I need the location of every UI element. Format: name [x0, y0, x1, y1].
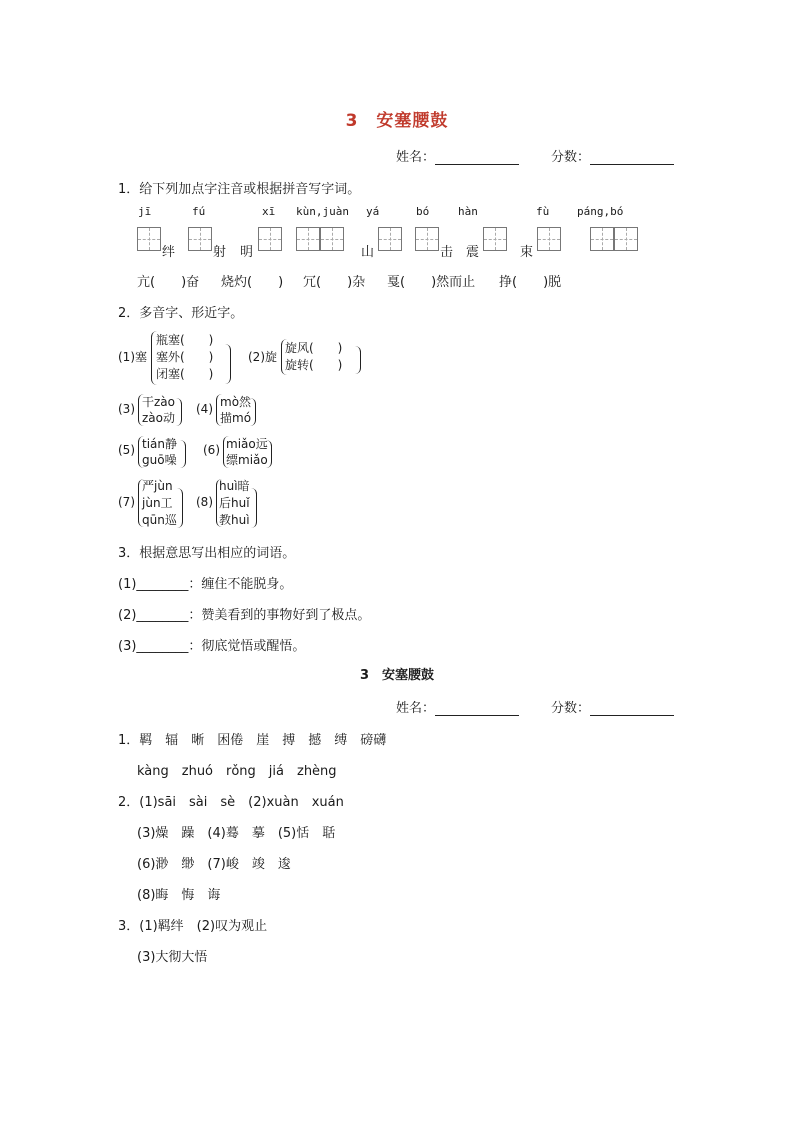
- write-box[interactable]: [614, 227, 638, 251]
- char-7: 束: [520, 245, 534, 260]
- pinyin-1: jī: [138, 205, 152, 218]
- question-2: 2．多音字、形近字。: [118, 306, 244, 321]
- fill-item-2: 烧灼( ): [221, 275, 284, 290]
- write-box[interactable]: [137, 227, 161, 251]
- group-1-label: (1)塞: [118, 350, 147, 364]
- group-8-item: 教huì: [219, 513, 250, 527]
- group-2-label: (2)旋: [248, 350, 277, 364]
- right-brace: [177, 488, 183, 528]
- char-2: 射: [213, 245, 227, 260]
- right-brace: [266, 440, 272, 468]
- group-8-item: 后huǐ: [219, 496, 250, 510]
- group-3-item: 干zào: [142, 395, 175, 409]
- write-box[interactable]: [415, 227, 439, 251]
- write-box[interactable]: [188, 227, 212, 251]
- answer-2: 2．(1)sāi sài sè (2)xuàn xuán: [118, 795, 344, 810]
- fill-item-4: 戛( )然而止: [387, 275, 476, 290]
- answer-title: 3 安塞腰鼓: [359, 668, 435, 683]
- right-brace: [355, 346, 361, 374]
- group-1-item: 瓶塞( ): [156, 333, 214, 347]
- fill-item-1: 亢( )奋: [137, 275, 200, 290]
- group-3-item: zào动: [142, 411, 175, 425]
- group-5-label: (5): [118, 443, 135, 457]
- char-6: 震: [466, 245, 480, 260]
- group-8-item: huì暗: [219, 479, 250, 493]
- answer-3-line2: (3)大彻大悟: [137, 950, 208, 965]
- pinyin-8: fù: [536, 205, 550, 218]
- write-box[interactable]: [483, 227, 507, 251]
- answer-3: 3．(1)羁绊 (2)叹为观止: [118, 919, 268, 934]
- score-label: 分数：: [551, 701, 591, 716]
- group-7-item: qūn巡: [142, 513, 177, 527]
- char-5: 击: [440, 245, 454, 260]
- write-box[interactable]: [296, 227, 320, 251]
- char-3: 明: [240, 245, 254, 260]
- score-label: 分数：: [551, 150, 591, 165]
- q3-item: (1)________：缠住不能脱身。: [118, 577, 293, 592]
- group-6-item: 缥miǎo: [226, 453, 268, 467]
- score-line: [590, 150, 674, 165]
- write-box[interactable]: [537, 227, 561, 251]
- answer-1: 1．羁 辐 晰 困倦 崖 搏 撼 缚 磅礴: [118, 733, 387, 748]
- group-6-item: miǎo远: [226, 437, 268, 451]
- group-4-label: (4): [196, 402, 213, 416]
- name-line: [435, 701, 519, 716]
- page-title: 3 安塞腰鼓: [345, 111, 449, 131]
- group-4-item: 描mó: [220, 411, 252, 425]
- question-1: 1．给下列加点字注音或根据拼音写字词。: [118, 182, 361, 197]
- pinyin-2: fú: [192, 205, 206, 218]
- answer-2-line3: (6)渺 缈 (7)峻 竣 逡: [137, 857, 291, 872]
- name-field: [396, 146, 519, 165]
- pinyin-5: yá: [366, 205, 380, 218]
- score-line: [590, 701, 674, 716]
- pinyin-6: bó: [416, 205, 430, 218]
- name-line: [435, 150, 519, 165]
- right-brace: [176, 398, 182, 426]
- right-brace: [250, 398, 256, 426]
- answer-score-field: [551, 697, 674, 716]
- group-7-item: jùn工: [142, 496, 173, 510]
- right-brace: [251, 488, 257, 528]
- write-box[interactable]: [590, 227, 614, 251]
- q3-item: (3)________：彻底觉悟或醒悟。: [118, 639, 306, 654]
- score-field: [551, 146, 674, 165]
- group-3-label: (3): [118, 402, 135, 416]
- group-7-item: 严jùn: [142, 479, 173, 493]
- answer-name-field: [396, 697, 519, 716]
- name-label: 姓名：: [396, 150, 436, 165]
- fill-item-5: 挣( )脱: [499, 275, 562, 290]
- group-4-item: mò然: [220, 395, 252, 409]
- group-1-item: 闭塞( ): [156, 367, 214, 381]
- pinyin-4: kùn,juàn: [296, 205, 349, 218]
- answer-2-line2: (3)燥 躁 (4)蓦 摹 (5)恬 聒: [137, 826, 336, 841]
- answer-1-pinyin: kàng zhuó rǒng jiá zhèng: [137, 764, 337, 779]
- question-3: 3．根据意思写出相应的词语。: [118, 546, 296, 561]
- group-6-label: (6): [203, 443, 220, 457]
- char-4: 山: [361, 245, 375, 260]
- group-5-item: guō噪: [142, 453, 177, 467]
- right-brace: [225, 344, 231, 384]
- group-5-item: tián静: [142, 437, 177, 451]
- q3-item: (2)________：赞美看到的事物好到了极点。: [118, 608, 371, 623]
- group-1-item: 塞外( ): [156, 350, 214, 364]
- pinyin-7: hàn: [458, 205, 478, 218]
- group-8-label: (8): [196, 495, 213, 509]
- answer-2-line4: (8)晦 悔 诲: [137, 888, 221, 903]
- pinyin-9: páng,bó: [577, 205, 624, 218]
- char-1: 绊: [162, 245, 176, 260]
- group-7-label: (7): [118, 495, 135, 509]
- group-2-item: 旋转( ): [285, 358, 343, 372]
- fill-item-3: 冗( )杂: [303, 275, 366, 290]
- group-2-item: 旋风( ): [285, 341, 343, 355]
- write-box[interactable]: [378, 227, 402, 251]
- write-box[interactable]: [258, 227, 282, 251]
- right-brace: [180, 440, 186, 468]
- name-label: 姓名：: [396, 701, 436, 716]
- pinyin-3: xī: [262, 205, 276, 218]
- write-box[interactable]: [320, 227, 344, 251]
